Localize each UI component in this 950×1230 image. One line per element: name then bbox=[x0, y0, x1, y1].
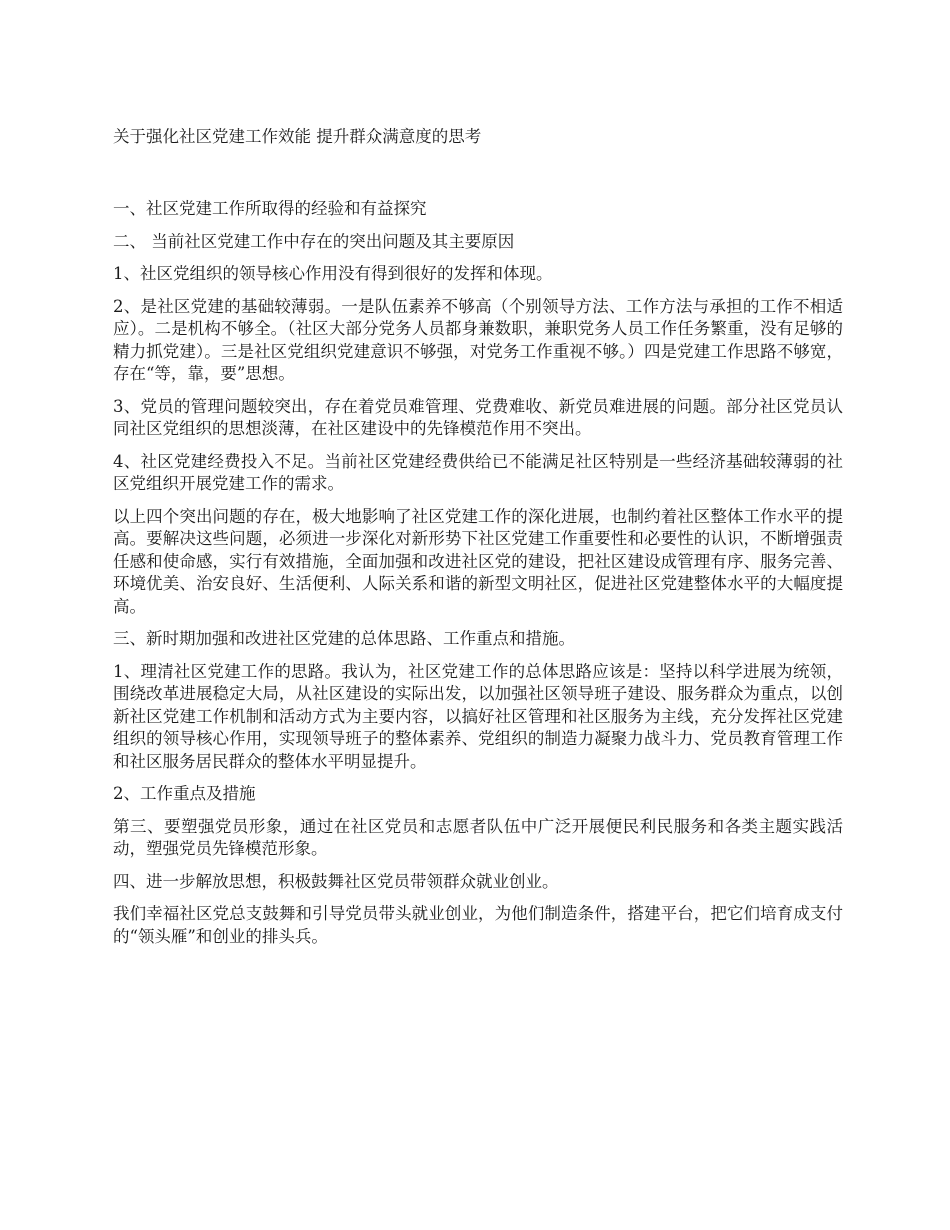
paragraph-approach-1: 1、理清社区党建工作的思路。我认为，社区党建工作的总体思路应该是：坚持以科学进展为统领，围绕改革进展稳定大局，从社区建设的实际出发，以加强社区领导班子建设、服务群众为重点，以创新社区党建工作机制和活动方式为主要内容，以搞好社区管理和社区服务为主线，充分发挥社区党建组织的领导核心作用，实现领导班子的整体素养、党组织的制造力凝聚力战斗力、党员教育管理工作和社区服务居民群众的整体水平明显提升。 bbox=[113, 661, 843, 771]
document-body bbox=[113, 198, 843, 958]
paragraph-problem-4: 4、社区党建经费投入不足。当前社区党建经费供给已不能满足社区特别是一些经济基础较薄弱的社区党组织开展党建工作的需求。 bbox=[113, 451, 843, 493]
paragraph-approach-2: 2、工作重点及措施 bbox=[113, 784, 256, 803]
paragraph-problem-3: 3、党员的管理问题较突出，存在着党员难管理、党费难收、新党员难进展的问题。部分社区党员认同社区党组织的思想淡薄，在社区建设中的先锋模范作用不突出。 bbox=[113, 396, 843, 438]
paragraph-problem-2: 2、是社区党建的基础较薄弱。一是队伍素养不够高（个别领导方法、工作方法与承担的工作不相适应）。二是机构不够全。（社区大部分党务人员都身兼数职，兼职党务人员工作任务繁重，没有足够的精力抓党建）。三是社区党组织党建意识不够强，对党务工作重视不够。）四是党建工作思路不够宽，存在“等，靠，要”思想。 bbox=[113, 296, 843, 383]
paragraph-problem-1: 1、社区党组织的领导核心作用没有得到很好的发挥和体现。 bbox=[113, 264, 553, 283]
paragraph-closing: 我们幸福社区党总支鼓舞和引导党员带头就业创业，为他们制造条件，搭建平台，把它们培育成支付的“领头雁”和创业的排头兵。 bbox=[113, 904, 843, 946]
document-title: 关于强化社区党建工作效能 提升群众满意度的思考 bbox=[113, 127, 482, 146]
paragraph-third: 第三、要塑强党员形象，通过在社区党员和志愿者队伍中广泛开展便民利民服务和各类主题实践活动，塑强党员先锋模范形象。 bbox=[113, 816, 843, 858]
section-heading-1: 一、社区党建工作所取得的经验和有益探究 bbox=[113, 199, 427, 218]
section-heading-4: 四、进一步解放思想，积极鼓舞社区党员带领群众就业创业。 bbox=[113, 871, 559, 891]
section-heading-2: 二、 当前社区党建工作中存在的突出问题及其主要原因 bbox=[113, 231, 515, 251]
paragraph-summary: 以上四个突出问题的存在，极大地影响了社区党建工作的深化进展，也制约着社区整体工作水平的提高。要解决这些问题，必须进一步深化对新形势下社区党建工作重要性和必要性的认识，不断增强责任感和使命感，实行有效措施，全面加强和改进社区党的建设，把社区建设成管理有序、服务完善、环境优美、治安良好、生活便利、人际关系和谐的新型文明社区，促进社区党建整体水平的大幅度提高。 bbox=[113, 506, 843, 616]
section-heading-3: 三、新时期加强和改进社区党建的总体思路、工作重点和措施。 bbox=[113, 629, 575, 648]
